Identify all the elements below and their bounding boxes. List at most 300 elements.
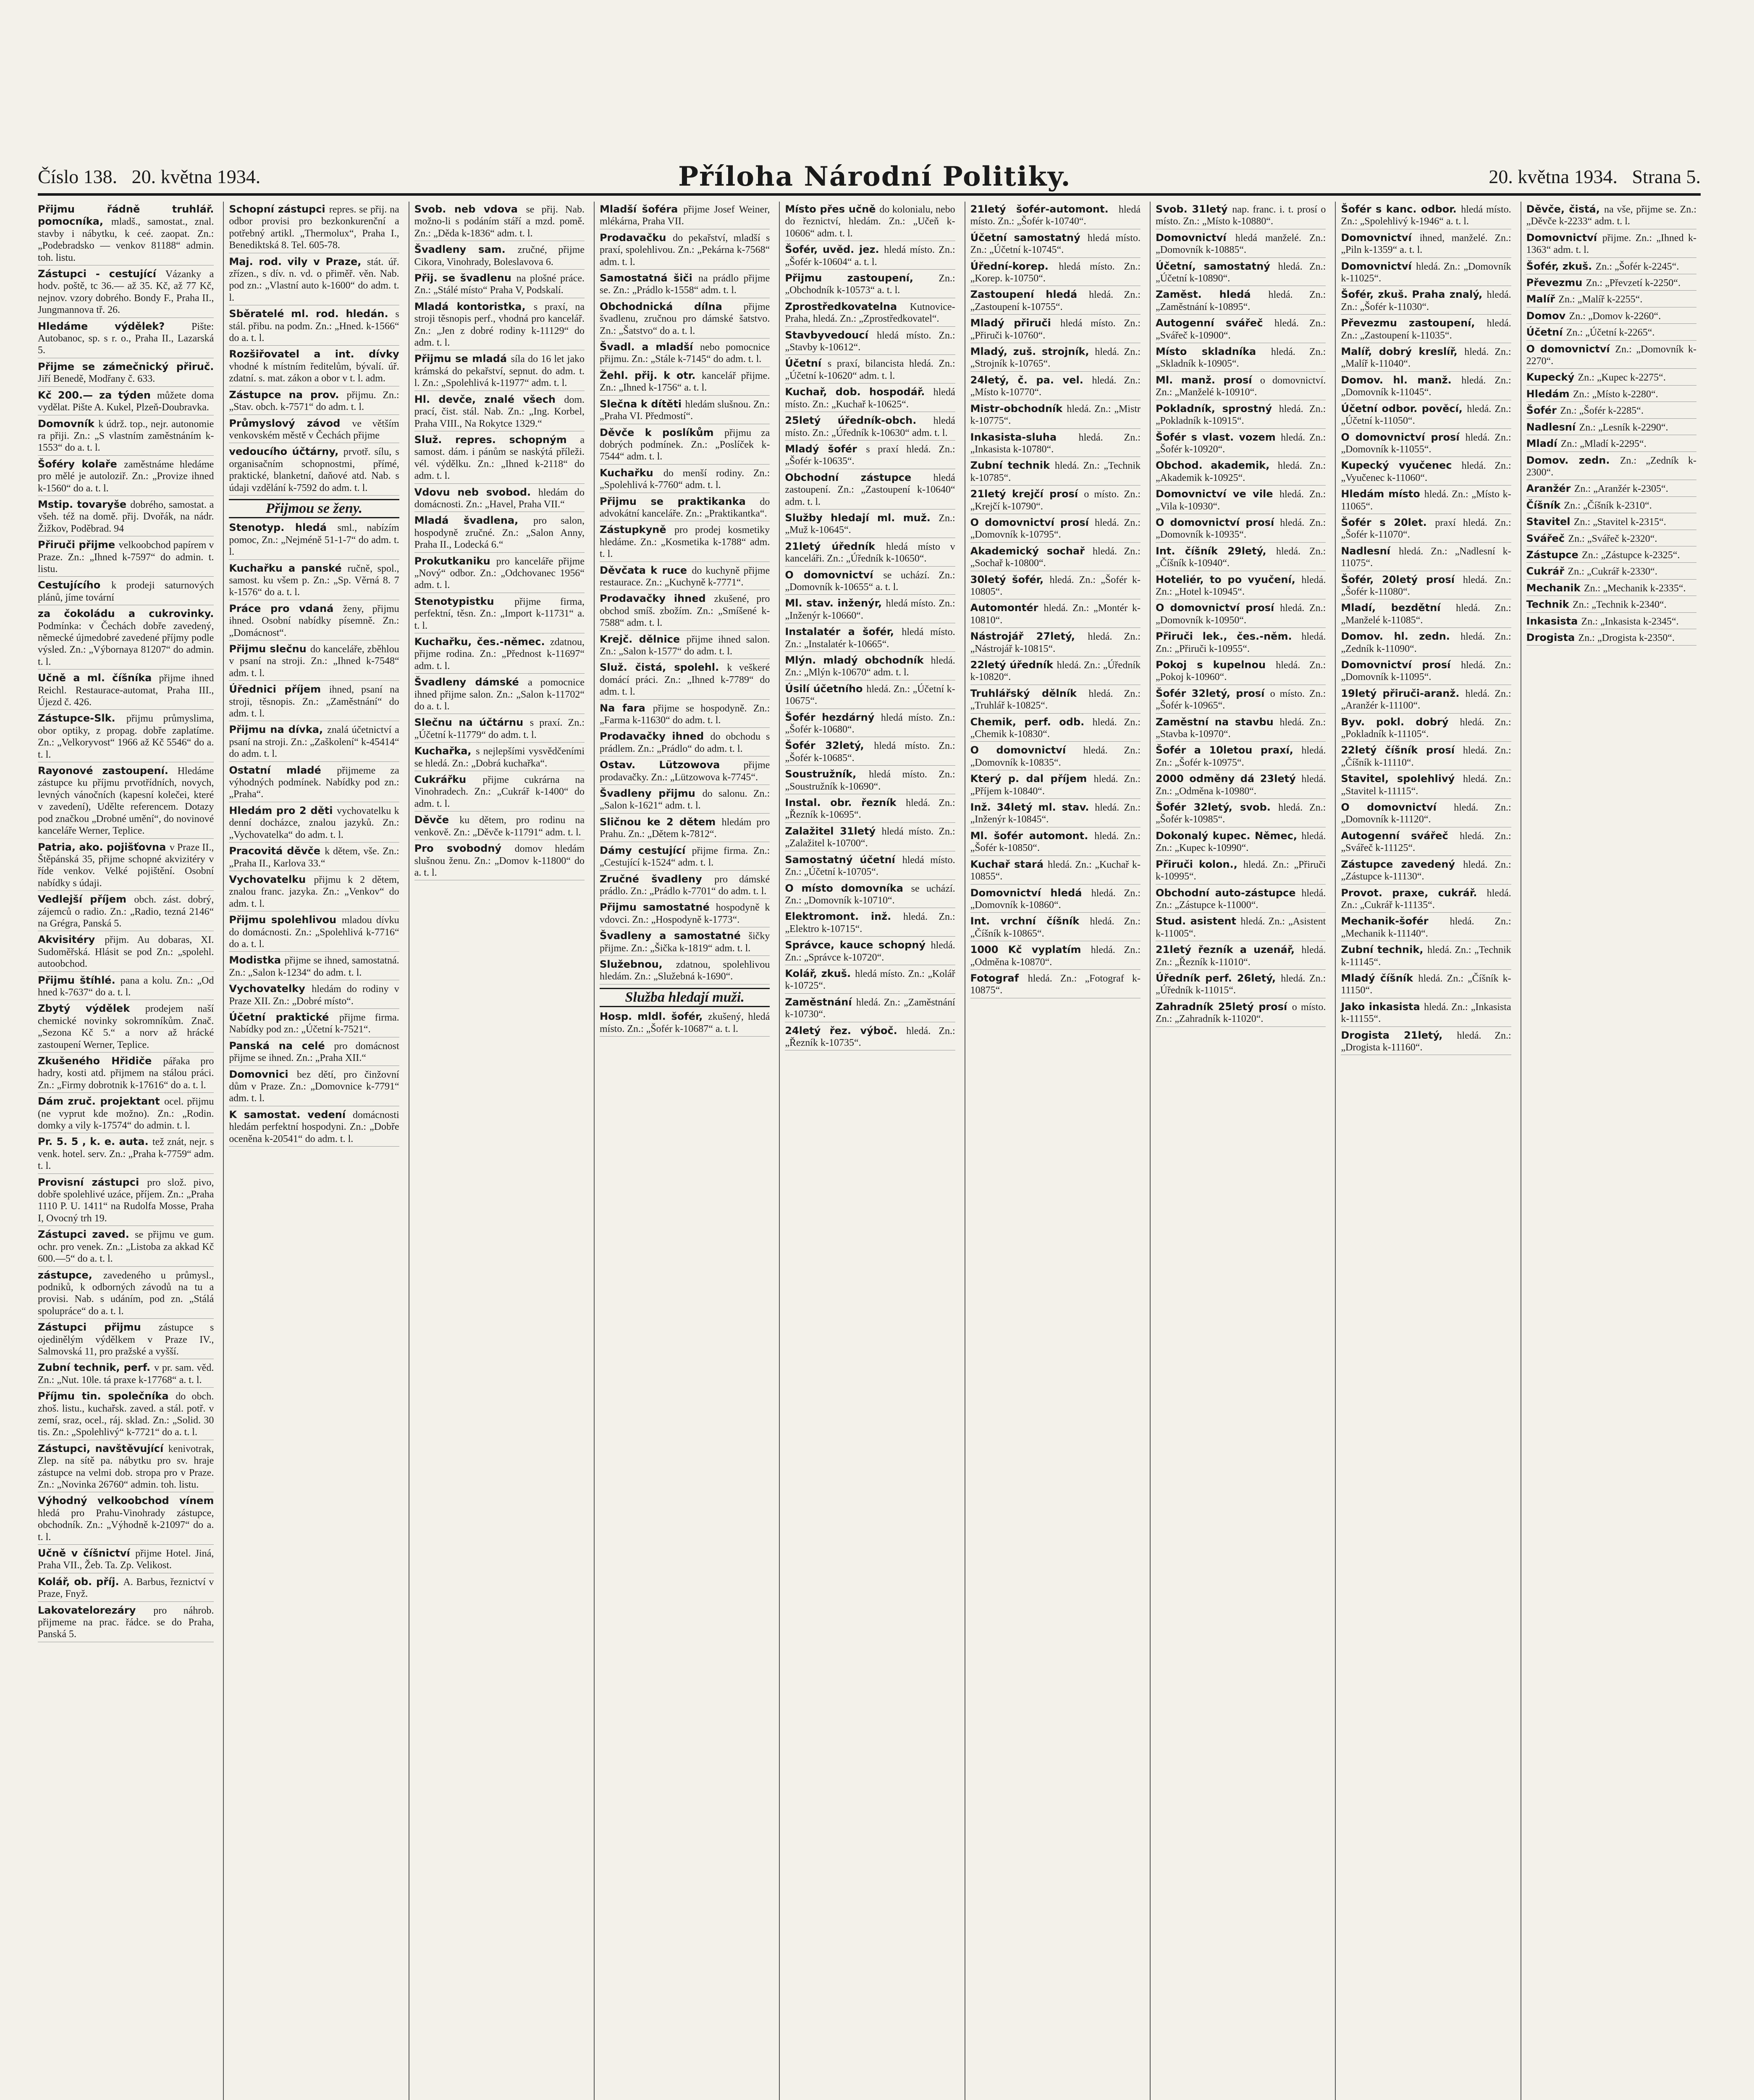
classified-ad — [1526, 388, 1696, 402]
ad-headline: Inž. 34letý ml. stav. — [970, 801, 1095, 814]
ad-body: Pište: Autobanoc, sp. s r. o., Praha II., Lazarská 5. — [38, 321, 214, 356]
ad-headline: Úsilí účetního — [785, 682, 867, 695]
ad-body: hledá. Zn.: „Šofér k-10850“. — [970, 830, 1140, 854]
classified-ad — [970, 289, 1140, 315]
ad-headline: Přijmu zastoupení, — [785, 272, 939, 284]
ad-headline: Mladší šoféra — [600, 203, 684, 215]
ad-headline: Prokutkaniku — [414, 555, 496, 567]
issue-number: Číslo 138. — [38, 165, 118, 187]
ad-body: se přij. Nab. možno-li s podáním stáří a mzd. pomě. Zn.: „Děda k-1836“ adm. t. l. — [414, 204, 585, 239]
classified-ad — [38, 1095, 214, 1133]
ad-headline: Stud. asistent — [1156, 915, 1241, 927]
ad-body: přijme Josef Weiner, mlékárna, Praha VII. — [600, 204, 770, 227]
ad-body: ihned, psaní na stroji, těsnopis. Zn.: „Zaměstnání“ do adm. t. l. — [229, 684, 399, 719]
ad-headline: Místo skladníka — [1156, 346, 1271, 358]
ad-headline: O domovnictví prosí — [1156, 516, 1280, 528]
ad-body: hledá manželé. Zn.: „Domovník k-10885“. — [1156, 232, 1326, 256]
ad-headline: Služebnou, — [600, 958, 676, 970]
ad-headline: Hledám místo — [1341, 488, 1424, 500]
ad-headline: Malíř — [1526, 293, 1559, 305]
ad-headline: Průmyslový závod — [229, 417, 352, 429]
ad-headline: Šofér s kanc. odbor. — [1341, 203, 1461, 215]
classified-ad — [414, 814, 585, 840]
ad-body: zkušený, hledá místo. Zn.: „Šofér k-10687“ a. t. l. — [600, 1011, 770, 1034]
ad-headline: O domovnictví prosí — [1156, 602, 1280, 614]
classified-ad — [1341, 545, 1511, 571]
ad-headline: Sličnou ke 2 dětem — [600, 816, 722, 828]
classified-ad — [970, 545, 1140, 571]
ad-body: hledá místo. Zn.: „Kuchař k-10625“. — [785, 387, 955, 410]
ad-body: hledá. Zn.: „Nadlesní k-11075“. — [1341, 546, 1511, 569]
classified-ad — [600, 467, 770, 493]
classified-ad — [600, 524, 770, 562]
ad-headline: Zástupkyně — [600, 524, 674, 536]
classified-ad — [785, 203, 955, 241]
ad-body: pro slož. pivo, dobře spolehlivé uzáce, příjem. Zn.: „Praha 1110 P. U. 1411“ na Rudolfa Mosse, Praha I, Ovocný trh 19. — [38, 1177, 214, 1224]
ad-body: hledá. Zn.: „Technik k-11145“. — [1341, 945, 1511, 968]
classified-ad — [38, 268, 214, 318]
ad-headline: Švadleny sam. — [414, 244, 518, 256]
ad-headline: 25letý úředník-obch. — [785, 415, 933, 427]
ad-headline: Hosp. mldl. šofér, — [600, 1011, 708, 1023]
ad-headline: Zástupce zavedený — [1341, 858, 1463, 870]
ad-headline: Mistr-obchodník — [970, 402, 1067, 415]
ad-body: Zn.: „Zedník k-2300“. — [1526, 455, 1696, 478]
ad-body: na prádlo přijme se. Zn.: „Prádlo k-1558“ adm. t. l. — [600, 273, 770, 296]
ad-body: Podmínka: v Čechách dobře zavedený, německé újmedobré zavedené příjmy podle výsled. Zn.: „Výbornaya 81207“ do admin. t. l. — [38, 620, 214, 667]
classified-ad — [600, 203, 770, 229]
ad-headline: Pokladník, sprostný — [1156, 402, 1279, 415]
ad-body: hledá. Zn.: „Svářeč k-10900“. — [1156, 318, 1326, 341]
ad-headline: Na fara — [600, 702, 653, 714]
ad-body: přijm. Au dobaras, XI. Sudoměřská. Hlásit se pod Zn.: „spolehl. autoobchod. — [38, 934, 214, 970]
publication-title: Příloha Národní Politiky. — [678, 160, 1071, 192]
ad-body: hledá. Zn.: „Truhlář k-10825“. — [970, 688, 1140, 711]
ad-body: hledá. Zn.: „Úředník k-10820“. — [970, 660, 1140, 683]
classified-ad — [1526, 598, 1696, 612]
ad-body: přijme se hospodyně. Zn.: „Farma k-11630“ do adm. t. l. — [600, 703, 770, 726]
ad-headline: Šofér, 20letý prosí — [1341, 573, 1463, 585]
classified-ad — [229, 562, 399, 600]
ad-headline: Služ. repres. schopným — [414, 433, 580, 446]
classified-ad — [970, 374, 1140, 400]
classified-ad — [38, 1547, 214, 1573]
ad-body: Zn.: „Aranžér k-2305“. — [1574, 483, 1668, 495]
ad-body: hledá. Zn.: „Šofér k-11030“. — [1341, 289, 1511, 312]
ad-headline: Ostatní mladé — [229, 764, 337, 776]
classified-ad — [38, 712, 214, 762]
classified-ad — [1156, 630, 1326, 656]
ad-headline: Akvisitéry — [38, 934, 105, 946]
classified-ad — [1156, 232, 1326, 258]
classified-ad — [600, 901, 770, 927]
ad-headline: Dámy cestující — [600, 844, 692, 856]
ad-body: hledá. Zn.: „Chemik k-10830“. — [970, 717, 1140, 740]
ad-body: Zn.: „Muž k-10645“. — [785, 512, 955, 536]
ad-body: hledá. Zn.: „Odměna k-10870“. — [970, 945, 1140, 968]
ad-body: hledá. Zn.: „Domovník k-11025“. — [1341, 261, 1511, 284]
classified-ad — [970, 260, 1140, 286]
ad-body: pro dámské prádlo. Zn.: „Prádlo k-7701“ do adm. t. l. — [600, 874, 770, 897]
classified-ad — [785, 797, 955, 823]
classified-ad — [414, 676, 585, 714]
ad-headline: Krejč. dělnice — [600, 633, 687, 645]
ad-headline: Stenotypistku — [414, 595, 515, 607]
ad-body: Hledáme zástupce ku příjmu prvotřídních, novych, levných vánočních (kapesní kolečei, které v zavedení), Udělte referencem. Dotazy pod značkou „Drobné umění“, do novinové kanceláře Werner, Teplice. — [38, 766, 214, 837]
ad-body: hledá místo. Zn.: „Stavby k-10612“. — [785, 330, 955, 353]
classified-ad — [229, 724, 399, 761]
ad-body: o místo. Zn.: „Krejčí k-10790“. — [970, 489, 1141, 512]
classified-ad — [970, 773, 1140, 799]
classified-ad — [1341, 858, 1511, 885]
ad-headline: Děvčata k ruce — [600, 564, 692, 576]
ad-body: přijmu. Zn.: „Stav. obch. k-7571“ do adm. t. l. — [229, 389, 399, 413]
classified-ad — [600, 788, 770, 814]
ad-headline: Zubní technik, — [1341, 944, 1428, 956]
classified-ad — [970, 744, 1140, 770]
ad-headline: 19letý přiruči-aranž. — [1341, 687, 1466, 699]
ad-headline: Přiruči kolon., — [1156, 858, 1243, 870]
ad-body: hledá. Zn.: „Mistr k-10775“. — [970, 403, 1140, 427]
classified-ad — [414, 514, 585, 552]
classified-ad — [1156, 260, 1326, 286]
classified-ad — [229, 914, 399, 952]
classified-ad — [38, 1604, 214, 1642]
ad-headline: Patria, ako. pojišťovna — [38, 841, 170, 853]
ad-body: přijme firma. Zn.: „Cestující k-1524“ adm. t. l. — [600, 845, 770, 869]
ad-body: s praxí hledá. Zn.: „Šofér k-10635“. — [785, 444, 955, 467]
classified-ad — [785, 415, 955, 441]
ad-headline: Převezmu zastoupení, — [1341, 317, 1487, 329]
ad-headline: Mladí, bezdětní — [1341, 602, 1456, 614]
ad-headline: Úředník perf. 26letý, — [1156, 972, 1281, 984]
ad-body: hledá. Zn.: „Domovník k-10935“. — [1156, 517, 1326, 541]
classified-ad — [970, 801, 1140, 827]
ad-body: se přijmu ve gum. ochr. pro venek. Zn.: „Listoba za akkad Kč 600.—5“ do a. t. l. — [38, 1229, 214, 1265]
ad-body: s praxí. Zn.: „Účetní k-11779“ do adm. t. l. — [414, 717, 585, 740]
ad-headline: Chemik, perf. odb. — [970, 716, 1093, 728]
ad-body: hledá. Zn.: „Technik k-10785“. — [970, 460, 1140, 483]
ad-headline: Instal. obr. řezník — [785, 797, 906, 809]
classified-ad — [1156, 203, 1326, 229]
ad-headline: Domov. zedn. — [1526, 454, 1620, 466]
ad-body: kenivotrak, Zlep. na sítě pa. nábytku pro sv. hraje zástupce na velmi dob. stropa pro v Praze. Zn.: „Novinka 26760“ admin. toh. listu. — [38, 1443, 214, 1490]
ad-body: na plošné práce. Zn.: „Stálé místo“ Praha V, Podskalí. — [414, 273, 585, 296]
ad-headline: Hledáme výdělek? — [38, 320, 191, 332]
classified-ad — [600, 958, 770, 984]
ad-body: hledá. Zn.: „Domovník k-10860“. — [970, 887, 1140, 911]
ad-headline: Rayonové zastoupení. — [38, 765, 178, 777]
ad-headline: Šofér s 20let. — [1341, 516, 1435, 528]
classified-ad — [1156, 374, 1326, 400]
ad-body: hledá místo v kanceláři. Zn.: „Úředník k-10650“. — [785, 541, 955, 564]
ad-headline: Nástrojář 27letý, — [970, 630, 1088, 643]
ad-headline: Obchod. akademik, — [1156, 459, 1278, 472]
ad-headline: Cukrář — [1526, 565, 1568, 578]
classified-ad — [1156, 602, 1326, 628]
ad-headline: Rozšiřovatel a int. dívky — [229, 348, 399, 360]
ad-headline: Hledám — [1526, 388, 1573, 400]
ad-body: s praxí, na stroji těsnopis perf., vhodná pro kancelář. Zn.: „Jen z dobré rodiny k-11129“ do adm. t. l. — [414, 301, 585, 349]
ad-headline: zástupce, — [38, 1269, 103, 1281]
classified-ad — [1341, 232, 1511, 258]
classified-ad — [600, 930, 770, 956]
classified-ad — [785, 825, 955, 851]
ad-headline: Šofér s vlast. vozem — [1156, 431, 1281, 443]
classified-ad — [229, 446, 399, 496]
classified-ad — [600, 873, 770, 899]
ad-column — [409, 202, 589, 2100]
ad-headline: Automontér — [970, 602, 1044, 614]
ad-body: a pomocnice ihned přijme salon. Zn.: „Salon k-11702“ do a. t. l. — [414, 677, 585, 712]
classified-ad — [229, 805, 399, 843]
ad-body: hledá. Zn.: „Domovník k-11120“. — [1341, 802, 1511, 825]
ad-body: sml., nabízím pomoc, Zn.: „Nejméně 51-1-7“ do adm. t. l. — [229, 522, 399, 558]
ad-body: hledá. Zn.: „Domovník k-10950“. — [1156, 603, 1326, 626]
ad-headline: Správce, kauce schopný — [785, 939, 931, 951]
ad-body: domácnosti hledám perfektní hospodyni. Zn.: „Dobře oceněna k-20541“ do adm. t. l. — [229, 1109, 399, 1144]
classified-ad — [38, 1228, 214, 1266]
classified-ad — [1341, 630, 1511, 656]
ad-headline: Cukrářku — [414, 774, 483, 786]
ad-headline: Hoteliér, to po vyučení, — [1156, 573, 1302, 585]
ad-headline: Domov. hl. manž. — [1341, 374, 1462, 386]
ad-body: hledá. Zn.: „Strojník k-10765“. — [970, 346, 1140, 370]
date-right: 20. května 1934. — [1489, 165, 1618, 187]
ad-body: hledá. Zn.: „Stavitel k-11115“. — [1341, 774, 1511, 797]
ad-headline: Ml. manž. prosí — [1156, 374, 1260, 386]
ad-body: vychovatelku k denní docházce, znalou jazyků. Zn.: „Vychovatelka“ do adm. t. l. — [229, 805, 399, 840]
classified-ad — [1341, 1001, 1511, 1027]
ad-headline: Truhlářský dělník — [970, 687, 1089, 699]
classified-ad — [414, 301, 585, 351]
classified-ad — [1526, 371, 1696, 385]
ad-body: ženy, přijmu ihned. Osobní nabídky písemně. Zn.: „Domácnost“. — [229, 603, 399, 638]
ad-body: hledá místo. Zn.: „Instalatér k-10665“. — [785, 627, 955, 650]
ad-headline: Inkasista — [1526, 615, 1581, 627]
ad-headline: Mladý přiruči — [970, 317, 1061, 329]
ad-body: k údrž. top., nejr. autonomie ra přiji. Zn.: „S vlastním zaměstnáním k-1553“ do a. t. l. — [38, 418, 214, 454]
ad-headline: Zástupci, navštěvující — [38, 1442, 168, 1454]
ad-body: přijmeme za výhodných podmínek. Nabídky pod zn.: „Praha“. — [229, 765, 399, 800]
ad-headline: Výhodný velkoobchod vínem — [38, 1495, 214, 1507]
ad-body: hledá. Zn.: „Manželé k-11085“. — [1341, 603, 1511, 626]
ad-column — [779, 202, 959, 2100]
ad-headline: Stavitel — [1526, 516, 1574, 528]
ad-headline: 30letý šofér, — [970, 573, 1050, 585]
ad-headline: Děvče, čistá, — [1526, 203, 1605, 215]
ad-body: Jiří Benedě, Modřany č. 633. — [38, 373, 155, 385]
ad-headline: Elektromont. inž. — [785, 911, 903, 923]
classified-ad — [785, 569, 955, 595]
ad-headline: Fotograf — [970, 972, 1028, 984]
ad-headline: Domovnictví — [1341, 231, 1420, 244]
classified-ad — [1156, 431, 1326, 457]
ad-headline: Zaměstnání — [785, 996, 856, 1008]
ad-headline: Příjmu tin. společníka — [38, 1390, 176, 1402]
classified-ad — [1526, 421, 1696, 435]
ad-body: ve větším venkovském městě v Čechách přijme — [229, 418, 399, 441]
classified-ad — [970, 346, 1140, 372]
ad-headline: Účetní samostatný — [970, 231, 1088, 244]
classified-ad — [1341, 944, 1511, 970]
ad-headline: Šofér, uvěd. jez. — [785, 244, 884, 256]
ad-headline: Vedlejší příjem — [38, 893, 134, 906]
classified-ad — [1526, 404, 1696, 418]
ad-headline: Přijmu štíhlé. — [38, 974, 121, 986]
classified-ad — [785, 541, 955, 567]
ad-headline: Přijmu spolehlivou — [229, 914, 342, 926]
ad-body: hledá. Zn.: „Odměna k-10980“. — [1156, 774, 1326, 797]
ad-body: hledá. Zn.: „Inkasista k-10780“. — [970, 432, 1140, 455]
ad-body: hledá místo. Zn.: „Šofér k-10680“. — [785, 712, 955, 735]
classified-ad — [785, 597, 955, 623]
ad-body: bez dětí, pro činžovní dům v Praze. Zn.: „Domovnice k-7791“ adm. t. l. — [229, 1069, 399, 1104]
ad-headline: Domovnictví — [1526, 231, 1602, 244]
ad-headline: Stavbyvedoucí — [785, 329, 877, 341]
ad-headline: Kuchař, dob. hospodář. — [785, 386, 933, 398]
ad-headline: Účetní — [785, 357, 828, 370]
ad-body: hledá místo. Zn.: „Účetní k-10705“. — [785, 854, 955, 878]
page-number: Strana 5. — [1632, 165, 1701, 187]
ad-headline: Domovnictví prosí — [1341, 659, 1461, 671]
classified-ad — [785, 626, 955, 652]
ad-body: šičky přijme. Zn.: „Šička k-1819“ adm. t. l. — [600, 931, 770, 954]
classified-ad — [229, 845, 399, 871]
ad-column — [223, 202, 403, 2100]
classified-ad — [229, 643, 399, 681]
classified-ad — [600, 370, 770, 396]
ad-body: pro salon, hospodyně zručné. Zn.: „Salon Anny, Praha II., Lodecká 6.“ — [414, 515, 585, 551]
ad-headline: Pokoj s kupelnou — [1156, 659, 1276, 671]
classified-ad — [414, 774, 585, 811]
ad-body: hledá. Zn.: „Hotel k-10945“. — [1156, 574, 1326, 597]
ad-headline: O domovnictví — [970, 744, 1083, 756]
classified-ad — [785, 911, 955, 937]
ad-body: zkušené, pro obchod smíš. zbožím. Zn.: „Smíšené k-7588“ adm. t. l. — [600, 593, 770, 629]
ad-body: hledá místo. Zn.: „Účetní k-10745“. — [970, 232, 1140, 256]
classified-ad — [970, 602, 1140, 628]
classified-ad — [1526, 293, 1696, 307]
ad-headline: Obchodní zástupce — [785, 471, 933, 483]
ad-headline: Děvče k poslíkům — [600, 426, 724, 438]
ad-body: ručně, spol., samost. ku všem p. Zn.: „Sp. Věrná 8. 7 k-1576“ do a. t. l. — [229, 563, 399, 598]
classified-ad — [1341, 203, 1511, 229]
ad-headline: Domovnictví ve vile — [1156, 488, 1279, 500]
ad-headline: Pro svobodný — [414, 843, 515, 855]
ad-headline: Šofér 32letý, prosí — [1156, 687, 1270, 699]
ad-headline: Učně v číšnictví — [38, 1547, 136, 1559]
classified-ad — [1341, 260, 1511, 286]
classified-ad — [785, 386, 955, 412]
ad-headline: Provisní zástupci — [38, 1176, 147, 1188]
classified-ad — [414, 596, 585, 633]
ad-headline: Zubní technik, perf. — [38, 1362, 155, 1374]
classified-ad — [785, 329, 955, 355]
classified-ad — [1526, 483, 1696, 496]
classified-ad — [785, 882, 955, 908]
ad-body: na vše, přijme se. Zn.: „Děvče k-2233“ adm. t. l. — [1526, 204, 1696, 227]
ad-body: tež znát, nejr. s venk. hotel. serv. Zn.: „Praha k-7759“ adm. t. l. — [38, 1137, 214, 1172]
ad-body: přijmu za dobrých podmínek. Zn.: „Poslíček k-7544“ adm. t. l. — [600, 427, 770, 462]
classified-ad — [414, 486, 585, 512]
ad-body: zručné, přijme Cikora, Vinohrady, Boleslavova 6. — [414, 244, 585, 268]
classified-ad — [1341, 688, 1511, 714]
ad-headline: Modistka — [229, 954, 285, 966]
ad-headline: Jako inkasista — [1341, 1000, 1424, 1013]
classified-ad — [970, 630, 1140, 656]
classified-ad — [38, 608, 214, 669]
ad-column — [594, 202, 774, 2100]
ad-body: Zn.: „Technik k-2340“. — [1573, 599, 1667, 611]
ad-body: Zn.: „Šofér k-2285“. — [1560, 405, 1644, 417]
ad-body: hledá. Zn.: „Pokladník k-11105“. — [1341, 717, 1511, 740]
ad-headline: Mladý šofér — [785, 443, 866, 455]
ad-body: hledá. Zn.: „Účetní k-11050“. — [1341, 403, 1511, 427]
ad-body: Kutnovice-Praha, hledá. Zn.: „Zprostředkovatel“. — [785, 301, 955, 325]
ad-body: hledá. Zn.: „Asistent k-11005“. — [1156, 916, 1326, 939]
ad-body: přijme. Zn.: „Ihned k-1363“ adm. t. l. — [1526, 232, 1696, 256]
ad-body: hledá. Zn.: „Číšník k-10940“. — [1156, 546, 1326, 569]
classified-ad — [229, 683, 399, 721]
ad-headline: Úřední-korep. — [970, 260, 1059, 272]
ad-headline: Domovnictví — [1341, 260, 1416, 272]
ad-headline: Autogenní svářeč — [1341, 830, 1460, 842]
ad-body: hledá. Zn.: „Zastoupení k-11035“. — [1341, 318, 1511, 341]
classified-ad — [785, 654, 955, 680]
ad-headline: Švadleny přijmu — [600, 788, 703, 800]
classified-ad — [970, 972, 1140, 998]
classified-ad — [38, 1495, 214, 1545]
classified-ad — [229, 603, 399, 640]
classified-ad — [229, 1109, 399, 1147]
ad-body: hledá. Zn.: „Šofér k-10985“. — [1156, 802, 1326, 825]
ad-column — [965, 202, 1145, 2100]
ad-body: hledá místo. Zn.: „Spolehlivý k-1946“ a. t. l. — [1341, 204, 1511, 227]
ad-body: s praxí, bilancista hledá. Zn.: „Účetní k-10620“ adm. t. l. — [785, 358, 955, 381]
ad-body: hledá místo. Zn.: „Šofér k-10685“. — [785, 740, 955, 764]
classified-ad — [38, 1443, 214, 1493]
ad-headline: Účetní odbor. pověcí, — [1341, 402, 1467, 415]
ad-headline: 21letý úředník — [785, 540, 886, 552]
ad-headline: 21letý řezník a uzenář, — [1156, 944, 1302, 956]
classified-ad — [970, 915, 1140, 941]
ad-headline: Obchodní auto-zástupce — [1156, 887, 1302, 899]
classified-ad — [600, 1011, 770, 1037]
ad-body: hledá místo. Zn.: „Inženýr k-10660“. — [785, 598, 955, 621]
ad-body: hledá. Zn.: „Řezník k-11010“. — [1156, 945, 1326, 968]
classified-ad — [1526, 454, 1696, 480]
ad-body: Zn.: „Kupec k-2275“. — [1578, 372, 1666, 383]
ad-body: Zn.: „Lesník k-2290“. — [1579, 422, 1668, 433]
classified-ad — [38, 203, 214, 265]
classified-ad — [600, 702, 770, 728]
ad-headline: Domov — [1526, 310, 1569, 322]
classified-ad — [785, 711, 955, 738]
ad-headline: Přijmu slečnu — [229, 643, 310, 655]
ad-body: pro prodej kosmetiky hledáme. Zn.: „Kosmetika k-1788“ adm. t. l. — [600, 525, 770, 560]
ad-body: hledá. Zn.: „Vila k-10930“. — [1156, 489, 1326, 512]
ad-headline: Účetní praktické — [229, 1011, 339, 1023]
ad-body: hledá. Zn.: „Mechanik k-11140“. — [1341, 916, 1511, 939]
ad-body: Vázanky a hodv. poště, tc 36.— až 35. Kč, až 77 Kč, nejnov. vzory dobrého. Bondy F., Praha II., Jungmannova tř. 26. — [38, 269, 214, 316]
ad-headline: Sběratelé ml. rod. hledán. — [229, 308, 396, 320]
ad-headline: Zástupce — [1526, 549, 1582, 561]
classified-ad — [600, 564, 770, 591]
classified-ad — [600, 301, 770, 339]
ad-body: hledá. Zn.: „Šofér k-11080“. — [1341, 574, 1511, 597]
ad-body: Zn.: „Účetní k-2265“. — [1566, 327, 1655, 339]
